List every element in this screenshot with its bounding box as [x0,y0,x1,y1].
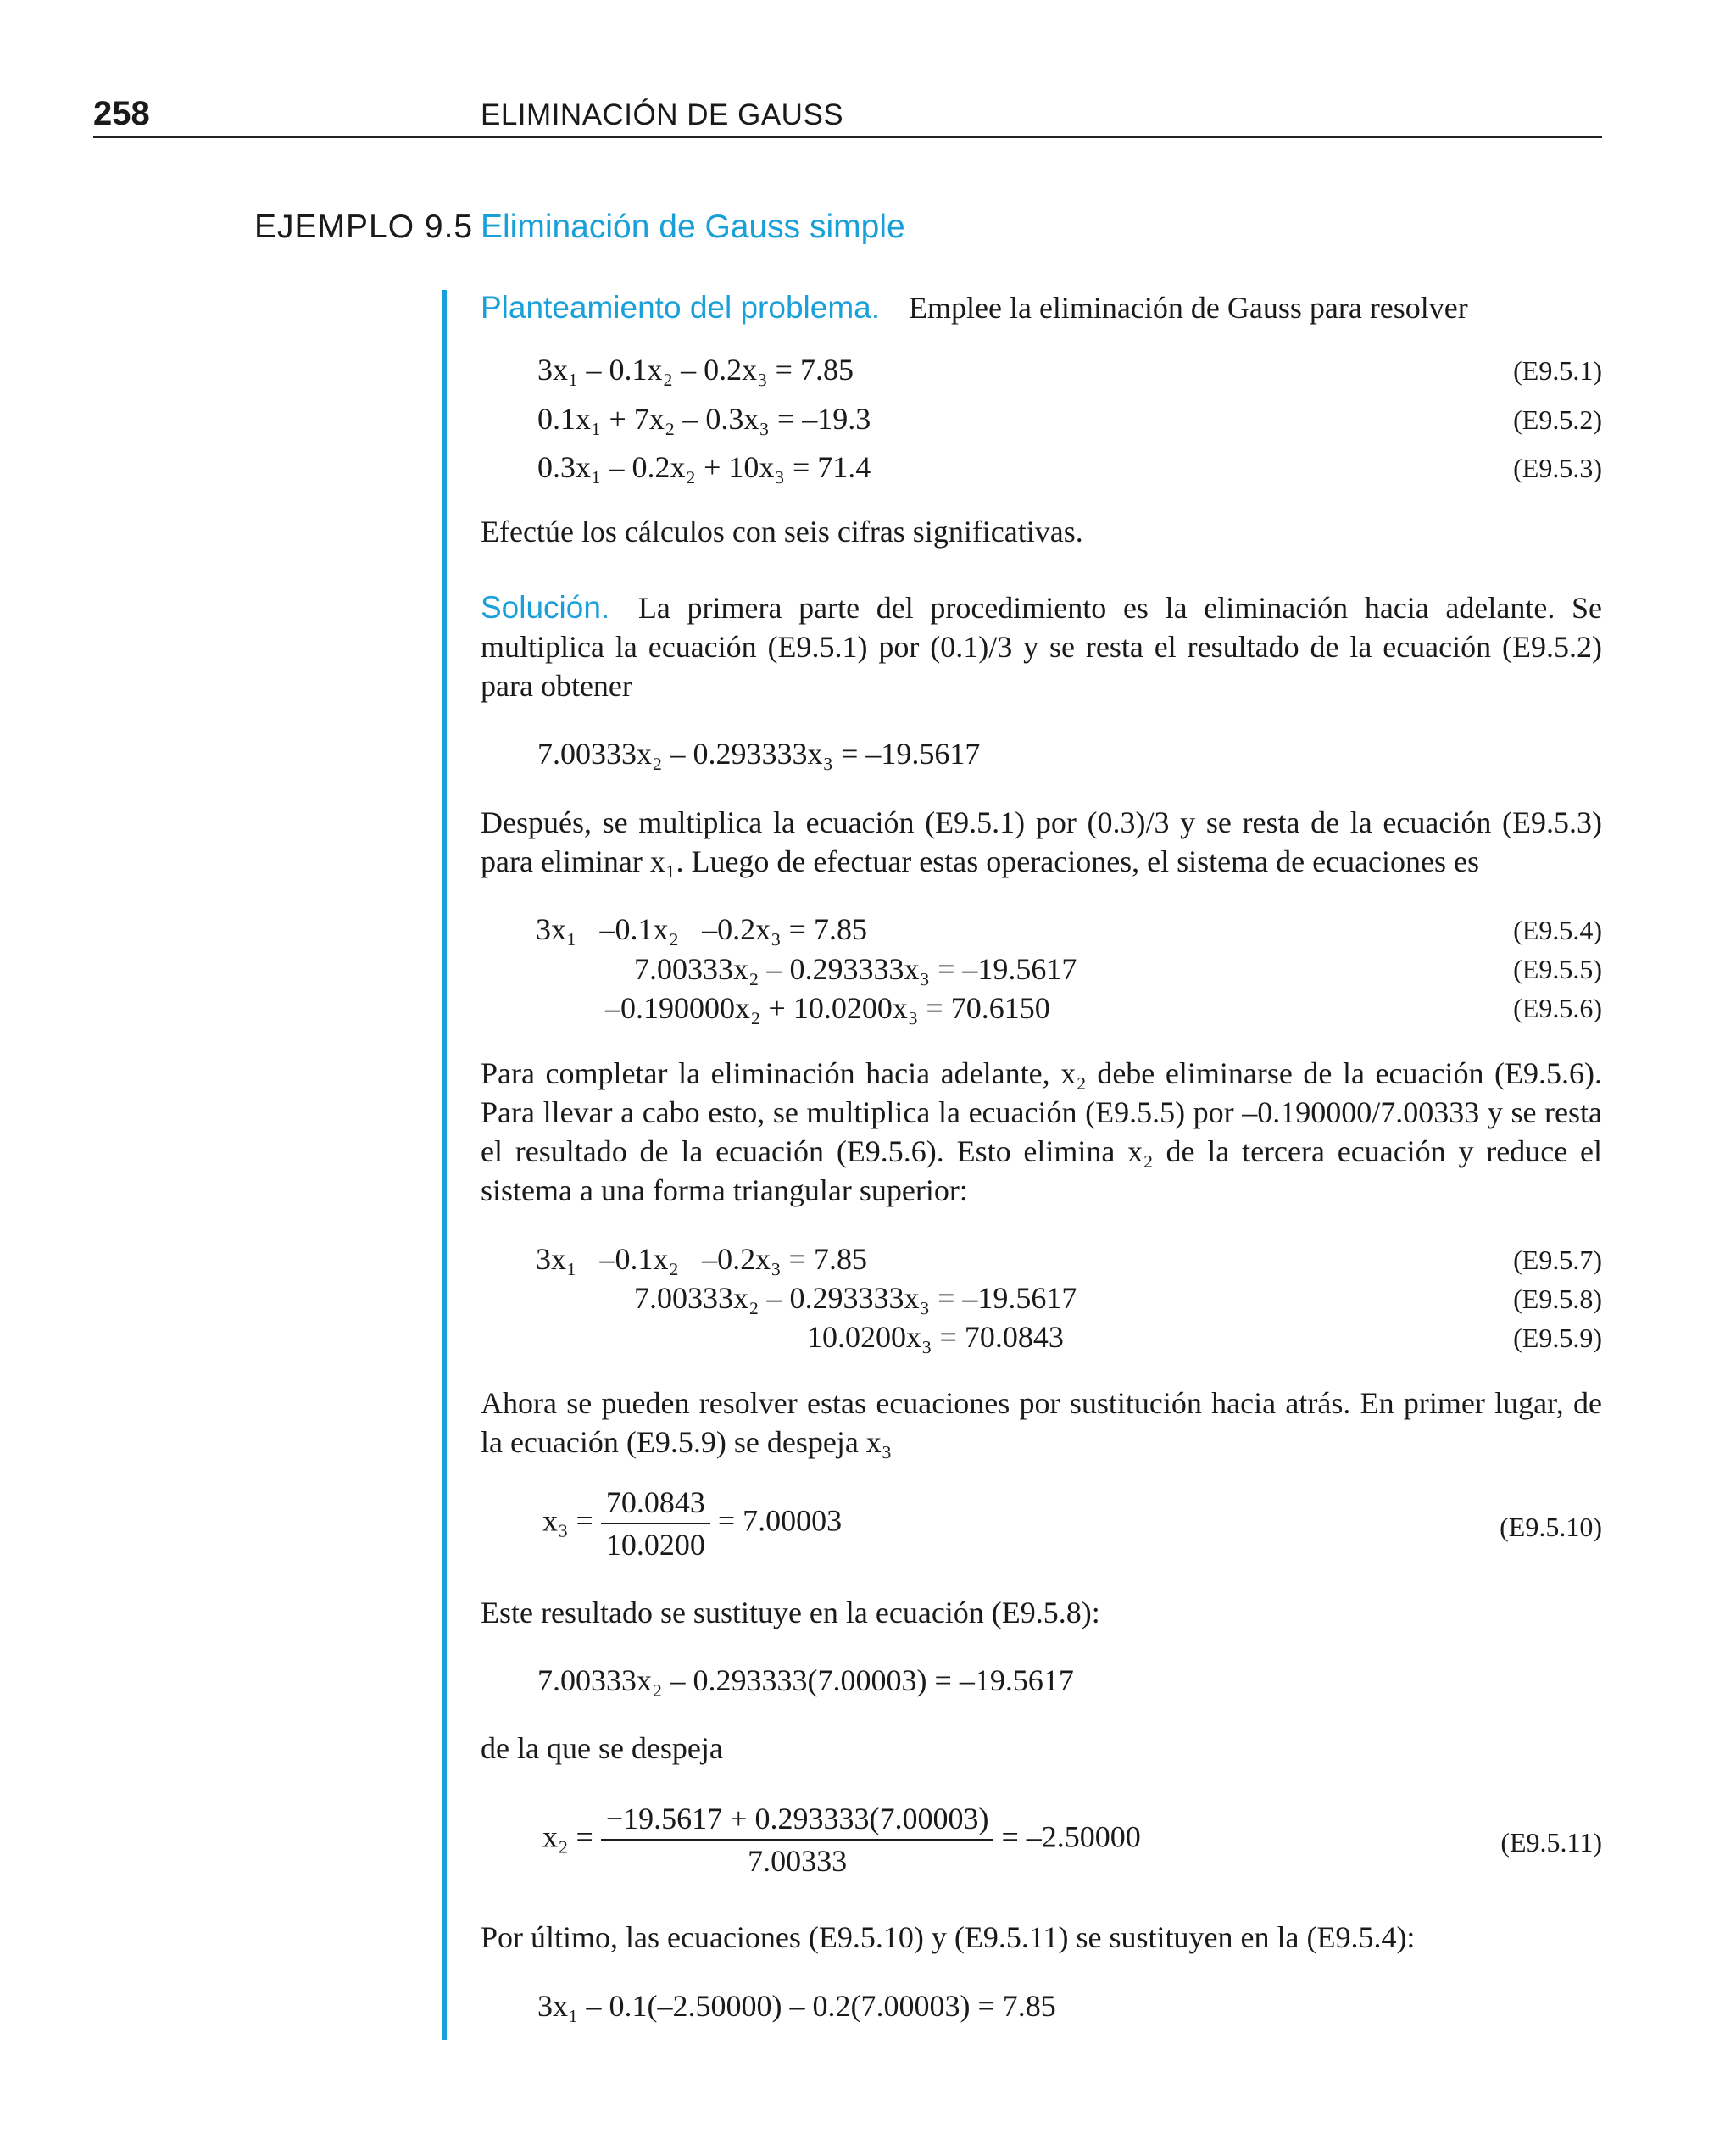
example-side-bar [442,290,447,2040]
equation-e9-5-2: 0.1x₁ + 7x₂ – 0.3x₃ = –19.3 [537,402,871,436]
system-b-tag-2: (E9.5.8) [1513,1284,1602,1314]
problem-statement [481,288,1468,327]
equation-tag-e9-5-1: (E9.5.1) [1513,355,1602,386]
solution-paragraph-2: Después, se multiplica la ecuación (E9.5.1) por (0.3)/3 y se resta de la ecuación (E9.5.3) para eliminar x₁. Luego de efectuar estas operaciones, el sistema de ecuaciones es [481,805,1602,878]
system-a-row-3: –0.190000x₂ + 10.0200x₃ = 70.6150 [605,991,1050,1025]
equation-substitution-1: 7.00333x₂ – 0.293333(7.00003) = –19.5617 [537,1663,1074,1697]
solution-heading: Solución. [481,590,610,625]
solution-text-1: La primera parte del procedimiento es la eliminación hacia adelante. Se multiplica la ecuación (E9.5.1) por (0.1)/3 y se resta el resultado de la ecuación (E9.5.2) para obtener [481,591,1603,703]
header-rule [93,136,1602,138]
equation-x2-result: = –2.50000 [1001,1819,1141,1854]
system-b-row-3: 10.0200x₃ = 70.0843 [807,1320,1064,1354]
precision-note: Efectúe los cálculos con seis cifras significativas. [481,515,1083,549]
system-a-row-1: 3x₁ –0.1x₂ –0.2x₃ = 7.85 [536,912,867,946]
equation-x2-denominator: 7.00333 [748,1844,848,1878]
solution-paragraph-1 [481,588,1602,705]
equation-tag-e9-5-11: (E9.5.11) [1500,1827,1602,1858]
solution-paragraph-5: Este resultado se sustituye en la ecuación (E9.5.8): [481,1596,1100,1629]
system-a-tag-2: (E9.5.5) [1513,954,1602,984]
system-a-row-2: 7.00333x₂ – 0.293333x₃ = –19.5617 [634,952,1077,986]
system-a-tag-3: (E9.5.6) [1513,993,1602,1023]
equation-x3 [542,1482,842,1565]
equation-x2-lhs: x₂ = [542,1819,593,1854]
equation-tag-e9-5-10: (E9.5.10) [1500,1512,1602,1542]
example-label: EJEMPLO 9.5 [254,209,474,245]
equation-step1: 7.00333x₂ – 0.293333x₃ = –19.5617 [537,737,981,771]
solution-paragraph-7: Por último, las ecuaciones (E9.5.10) y (E9.5.11) se sustituyen en la (E9.5.4): [481,1920,1416,1954]
problem-heading: Planteamiento del problema. [481,290,881,325]
example-title: Eliminación de Gauss simple [481,209,905,245]
equation-e9-5-3: 0.3x₁ – 0.2x₂ + 10x₃ = 71.4 [537,450,871,484]
equation-x3-numerator: 70.0843 [601,1482,710,1524]
equation-x3-denominator: 10.0200 [605,1528,705,1562]
equation-x3-result: = 7.00003 [717,1503,843,1538]
problem-text: Emplee la eliminación de Gauss para resolver [909,291,1468,325]
page-number: 258 [93,95,150,132]
system-b-row-2: 7.00333x₂ – 0.293333x₃ = –19.5617 [634,1281,1077,1315]
equation-x3-lhs: x₃ = [542,1503,593,1538]
equation-x2 [542,1798,1141,1881]
equation-x3-fraction [601,1482,710,1565]
system-b-row-1: 3x₁ –0.1x₂ –0.2x₃ = 7.85 [536,1242,867,1276]
equation-x2-numerator: −19.5617 + 0.293333(7.00003) [601,1798,994,1841]
system-b-tag-3: (E9.5.9) [1513,1323,1602,1353]
solution-paragraph-4: Ahora se pueden resolver estas ecuaciones por sustitución hacia atrás. En primer lugar, de la ecuación (E9.5.9) se despeja x₃ [481,1386,1602,1459]
chapter-title: ELIMINACIÓN DE GAUSS [481,98,844,131]
system-a-tag-1: (E9.5.4) [1513,915,1602,945]
solution-paragraph-6: de la que se despeja [481,1731,723,1765]
equation-tag-e9-5-3: (E9.5.3) [1513,453,1602,483]
solution-paragraph-3: Para completar la eliminación hacia adelante, x₂ debe eliminarse de la ecuación (E9.5.6). Para llevar a cabo esto, se multiplica la ecuación (E9.5.5) por –0.190000/7.00333 y se resta el resultado de la ecuación (E9.5.6). Esto elimina x₂ de la tercera ecuación y reduce el sistema a una forma triangular superior: [481,1056,1602,1207]
equation-e9-5-1: 3x₁ – 0.1x₂ – 0.2x₃ = 7.85 [537,353,854,387]
equation-tag-e9-5-2: (E9.5.2) [1513,404,1602,435]
equation-final: 3x₁ – 0.1(–2.50000) – 0.2(7.00003) = 7.85 [537,1989,1056,2023]
equation-x2-fraction [601,1798,994,1881]
system-b-tag-1: (E9.5.7) [1513,1245,1602,1275]
